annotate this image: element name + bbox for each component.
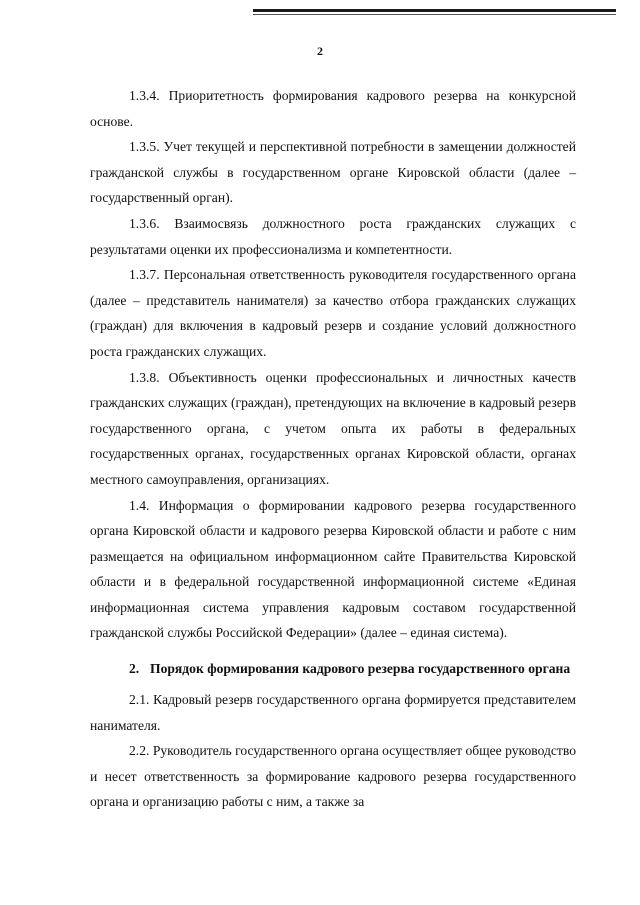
- paragraph-1-3-5: 1.3.5. Учет текущей и перспективной потребности в замещении должностей гражданской службы в государственном органе Кировской области (далее – государственный орган).: [90, 139, 576, 206]
- paragraph-1-3-8: 1.3.8. Объективность оценки профессиональных и личностных качеств гражданских служащих (граждан), претендующих на включение в кадровый резерв государственного органа, с учетом опыта их работы в федеральных государственных органах, государственных органах Кировской области, органах местного самоуправления, организациях.: [90, 369, 576, 487]
- document-body: [90, 83, 576, 815]
- paragraph-2-1: 2.1. Кадровый резерв государственного органа формируется представителем нанимателя.: [90, 692, 576, 733]
- section-heading: [90, 660, 576, 677]
- header-rule-thick: [253, 9, 616, 12]
- paragraph-2-2: 2.2. Руководитель государственного органа осуществляет общее руководство и несет ответственность за формирование кадрового резерва государственного органа и организацию работы с ним, а также за: [90, 743, 576, 810]
- paragraph-1-3-6: 1.3.6. Взаимосвязь должностного роста гражданских служащих с результатами оценки их профессионализма и компетентности.: [90, 215, 576, 257]
- header-rule-thin: [253, 14, 616, 15]
- section-heading-number: 2.: [129, 661, 140, 677]
- paragraph-1-3-7: 1.3.7. Персональная ответственность руководителя государственного органа (далее – представитель нанимателя) за качество отбора гражданских служащих (граждан) для включения в кадровый резерв и создание условий должностного роста гражданских служащих.: [90, 267, 576, 359]
- section-heading-text: Порядок формирования кадрового резерва государственного органа: [150, 661, 571, 677]
- paragraph-1-4: 1.4. Информация о формировании кадрового резерва государственного органа Кировской области и кадрового резерва Кировской области и работе с ним размещается на официальном информационном сайте Правительства Кировской области и в федеральной государственной информационной системе «Единая информационная система управления кадровым составом государственной гражданской службы Российской Федерации» (далее – единая система).: [90, 497, 576, 641]
- page-number: 2: [317, 44, 323, 58]
- paragraph-1-3-4: 1.3.4. Приоритетность формирования кадрового резерва на конкурсной основе.: [90, 88, 576, 129]
